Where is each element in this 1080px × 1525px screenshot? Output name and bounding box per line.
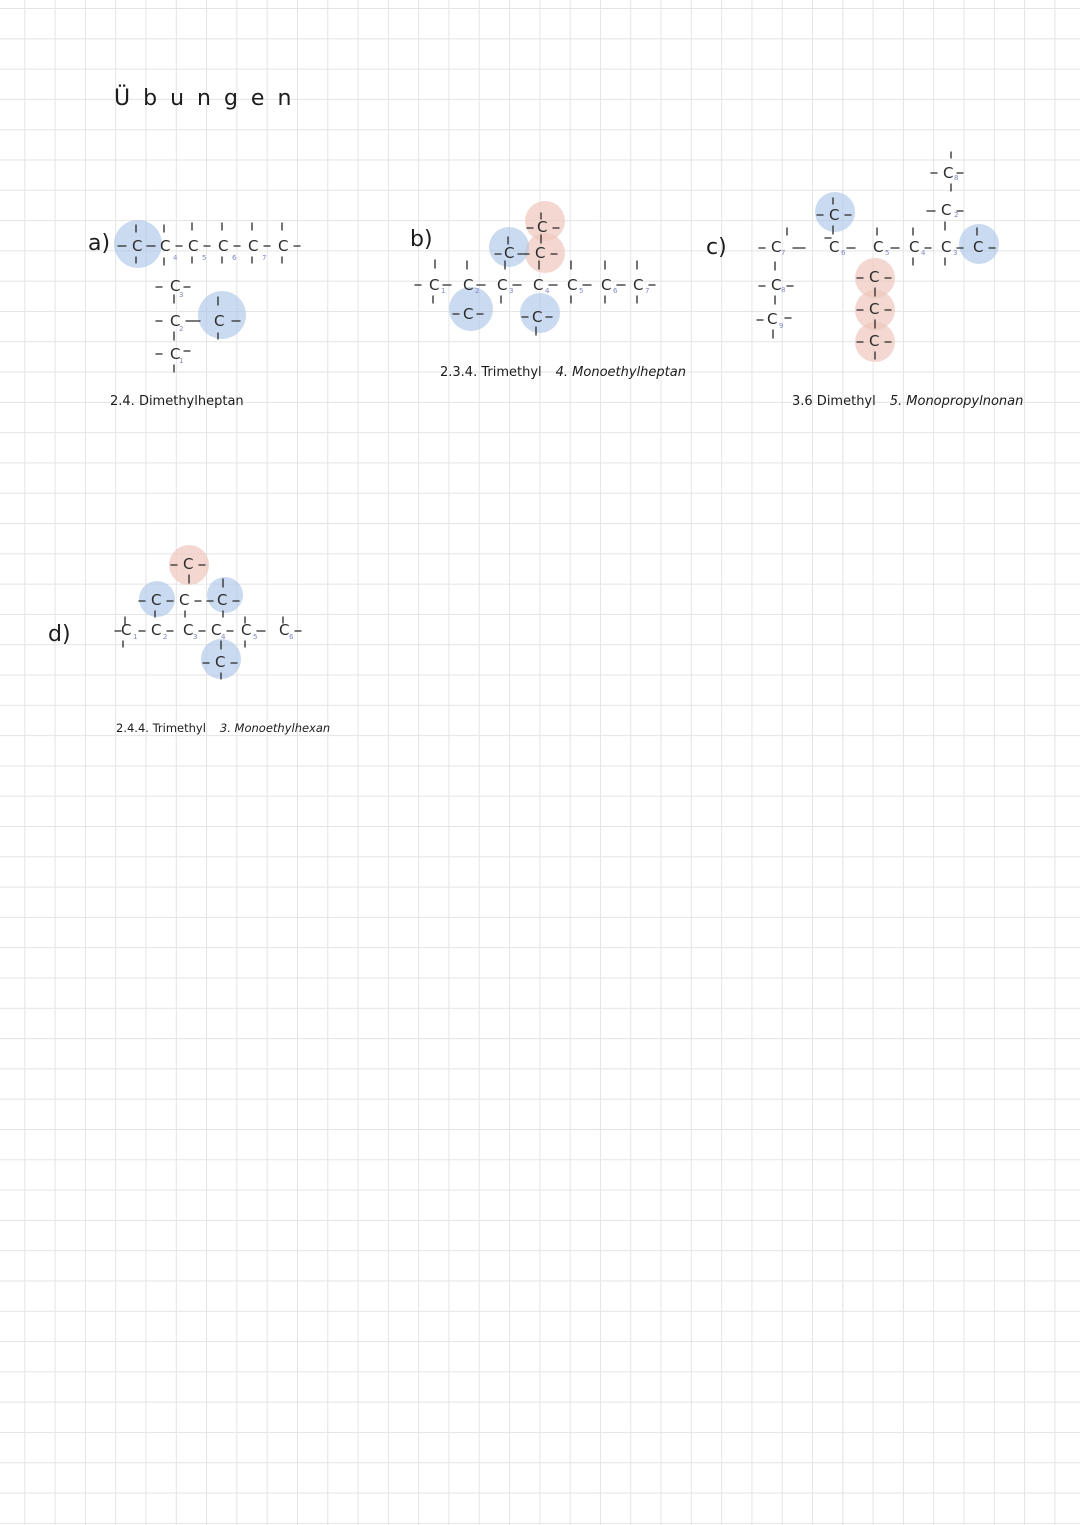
carbon-atom: C [151,621,162,639]
carbon-atom: C [537,218,548,236]
carbon-atom: C [873,238,884,256]
carbon-atom: C [941,238,952,256]
carbon-atom: C [429,276,440,294]
svg-text:5: 5 [253,633,258,641]
svg-text:7: 7 [645,287,650,295]
carbon-atom: C [170,345,181,363]
svg-text:2: 2 [954,211,959,219]
carbon-atom: C [601,276,612,294]
carbon-atom: C [278,237,289,255]
carbon-atom: C [170,312,181,330]
svg-text:1: 1 [179,357,184,365]
svg-text:3: 3 [509,287,514,295]
exercise-b-label: b) [410,227,433,252]
main-chain [759,198,995,265]
svg-text:5: 5 [579,287,584,295]
carbon-atom: C [829,238,840,256]
page-title: Übungen [114,86,305,111]
svg-text:2: 2 [163,633,168,641]
carbon-atom: C [869,300,880,318]
svg-text:4: 4 [921,249,926,257]
svg-text:8: 8 [781,286,786,294]
carbon-atom: C [869,268,880,286]
carbon-atom: C [248,237,259,255]
svg-text:6: 6 [232,254,237,262]
exercise-a-name: 2.4. Dimethylheptan [110,394,244,409]
carbon-atom: C [211,621,222,639]
svg-text:4: 4 [173,254,178,262]
carbon-atom: C [504,244,515,262]
upper-chain [927,152,963,230]
svg-text:9: 9 [779,322,784,330]
carbon-atom: C [214,312,225,330]
carbon-atom: C [132,237,143,255]
carbon-atom: C [183,555,194,573]
carbon-atom: C [771,276,782,294]
exercise-a-label: a) [88,231,111,256]
svg-text:1: 1 [441,287,446,295]
carbon-atom: C [188,237,199,255]
carbon-atom: C [497,276,508,294]
carbon-atom: C [941,201,952,219]
svg-text:7: 7 [262,254,267,262]
svg-text:3: 3 [193,633,198,641]
svg-text:6: 6 [613,287,618,295]
carbon-atom: C [633,276,644,294]
carbon-atom: C [767,310,778,328]
carbon-atom: C [279,621,290,639]
carbon-atom: C [183,621,194,639]
svg-text:5: 5 [202,254,207,262]
carbon-atom: C [218,237,229,255]
svg-text:4: 4 [545,287,550,295]
svg-text:1: 1 [133,633,138,641]
exercise-c-label: c) [706,235,727,260]
svg-text:7: 7 [781,249,786,257]
svg-text:5: 5 [885,249,890,257]
exercise-b-structure [405,195,695,355]
carbon-atom: C [869,332,880,350]
svg-text:4: 4 [221,633,226,641]
exercise-d-name: 2.4.4. Trimethyl 3. Monoethylhexan [116,721,331,735]
exercise-c-name: 3.6 Dimethyl 5. Monopropylnonan [792,394,1024,409]
carbon-atom: C [535,244,546,262]
carbon-atom: C [215,653,226,671]
carbon-atom: C [179,591,190,609]
svg-text:6: 6 [289,633,294,641]
exercise-b-name: 2.3.4. Trimethyl 4. Monoethylheptan [440,365,686,380]
carbon-atom: C [170,277,181,295]
carbon-atom: C [567,276,578,294]
carbon-atom: C [463,305,474,323]
svg-text:8: 8 [954,174,959,182]
svg-text:3: 3 [179,291,184,299]
main-chain [115,617,301,647]
exercise-c-structure [745,140,1035,370]
carbon-atom: C [121,621,132,639]
carbon-atom: C [909,238,920,256]
svg-text:2: 2 [475,287,480,295]
carbon-atom: C [829,206,840,224]
carbon-atom: C [973,238,984,256]
carbon-atom: C [943,164,954,182]
svg-text:2: 2 [179,325,184,333]
carbon-atom: C [217,591,228,609]
carbon-atom: C [533,276,544,294]
carbon-atom: C [160,237,171,255]
carbon-atom: C [771,238,782,256]
carbon-atom: C [532,308,543,326]
carbon-atom: C [151,591,162,609]
svg-text:3: 3 [953,249,958,257]
carbon-atom: C [241,621,252,639]
exercise-d-structure [105,535,335,695]
svg-text:6: 6 [841,249,846,257]
left-chain [757,262,793,338]
exercise-d-label: d) [48,622,71,647]
carbon-atom: C [463,276,474,294]
exercise-a-structure [100,205,340,385]
